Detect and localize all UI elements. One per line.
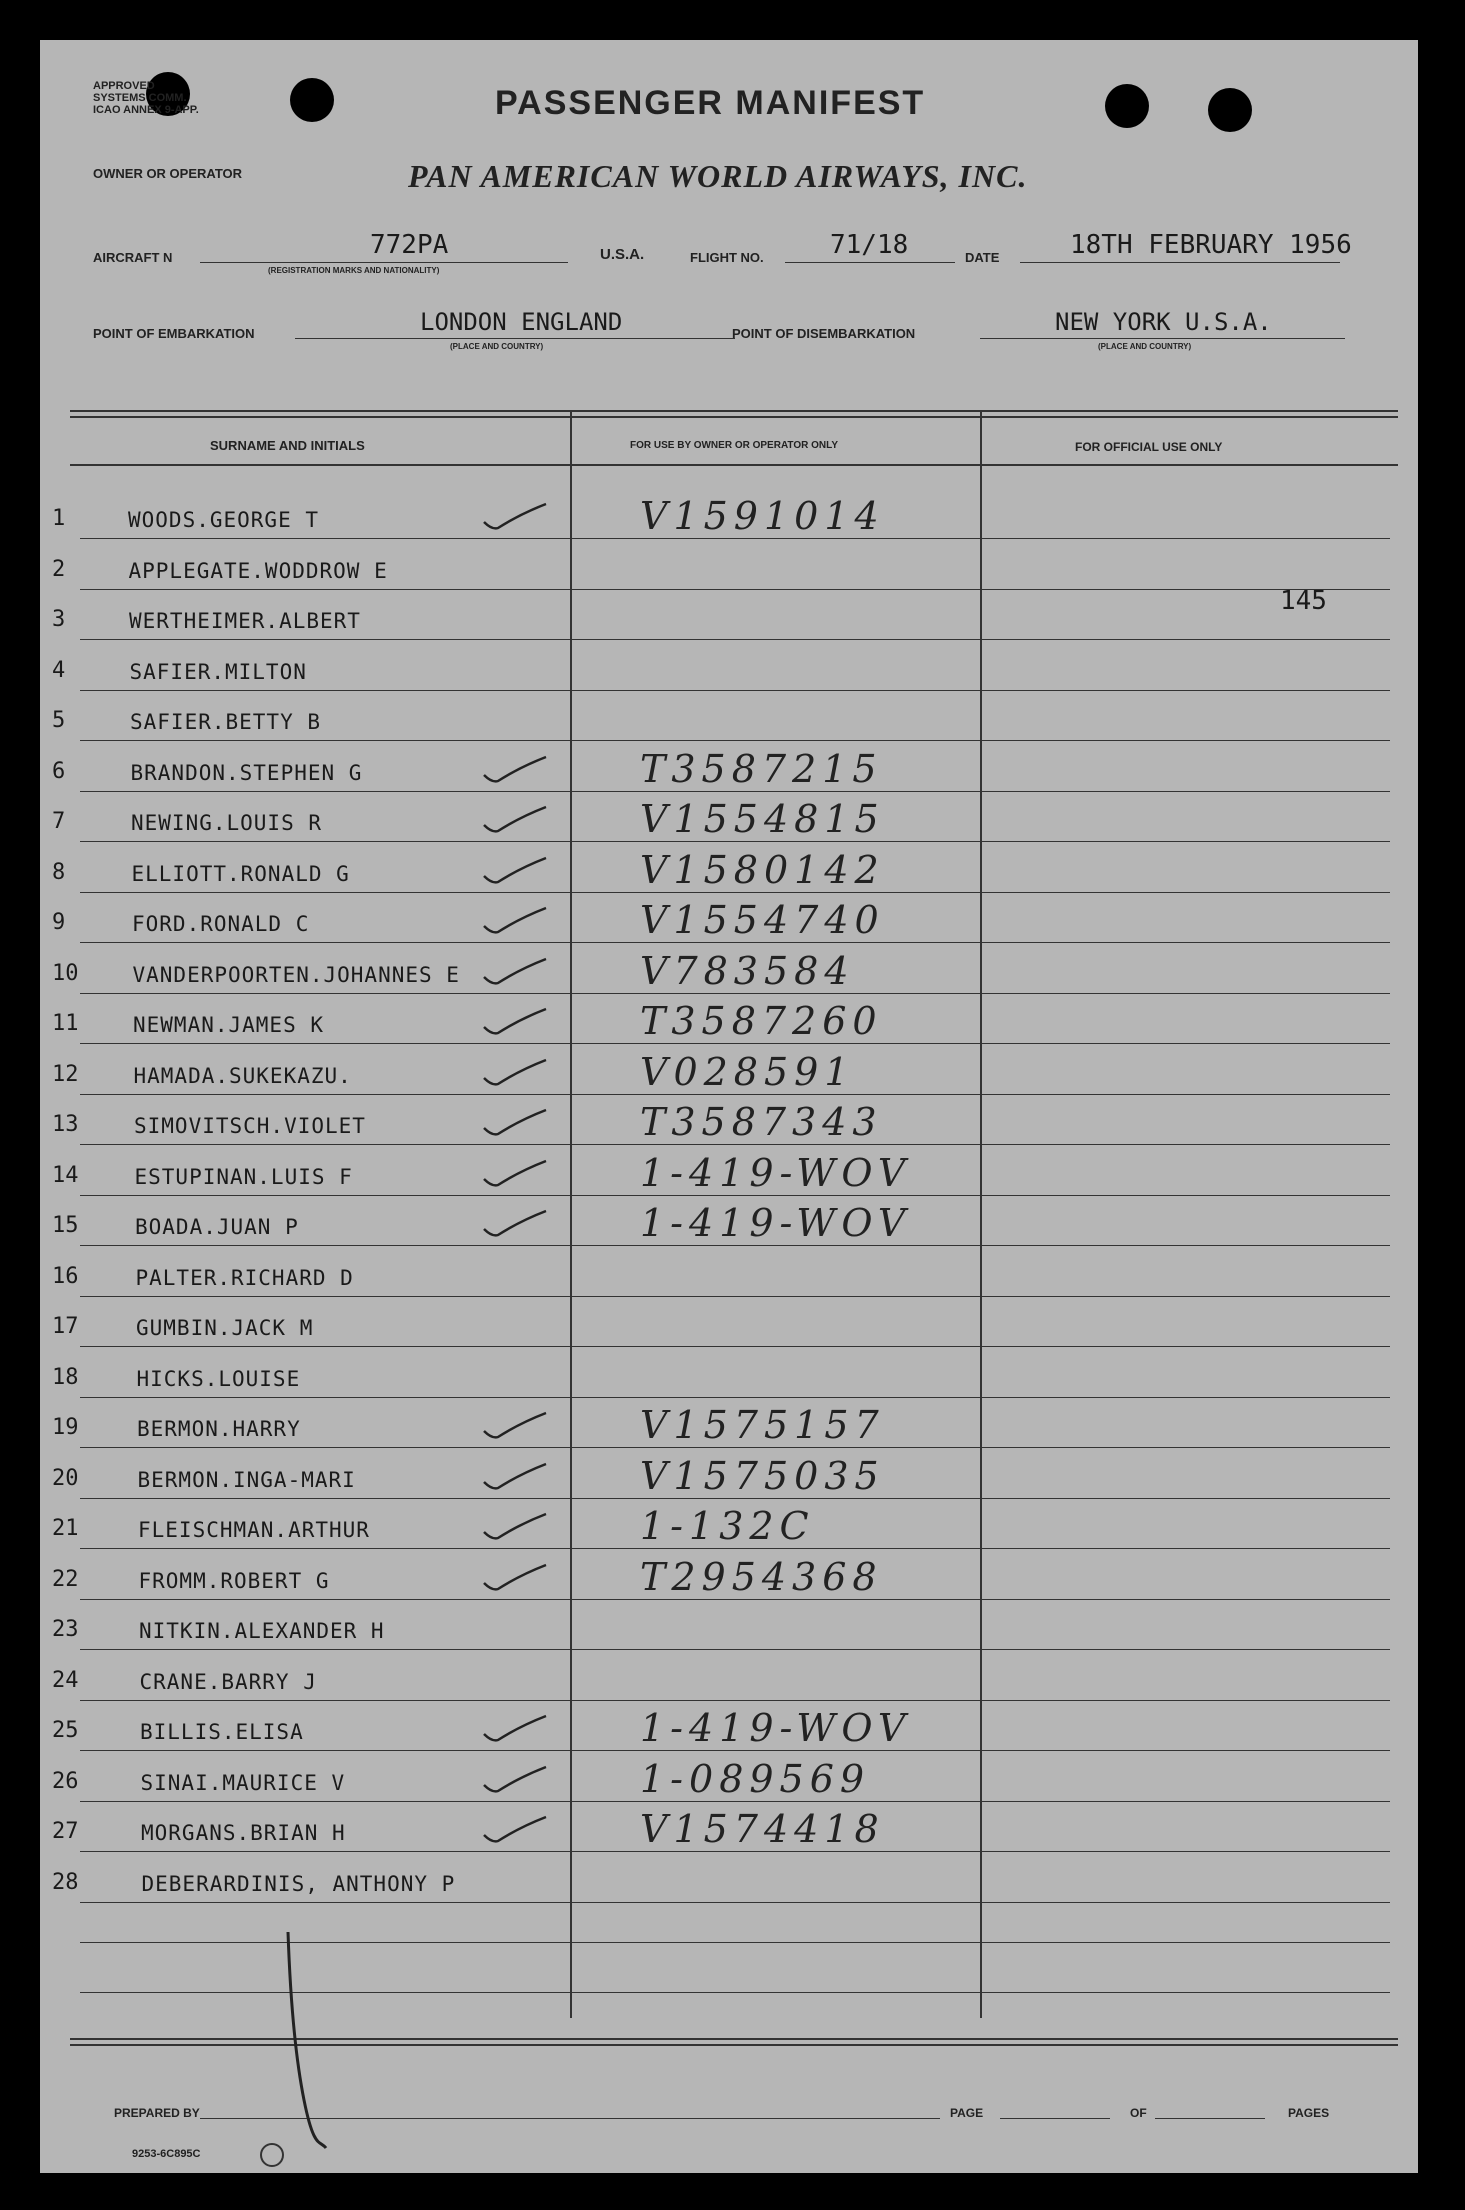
date-underline [1020,262,1340,263]
header-bottom-rule [70,464,1398,466]
form-code: 9253-6C895C [132,2148,201,2160]
flight-underline [785,262,955,263]
row-rule [80,1397,1390,1398]
row-number: 2 [52,556,66,582]
passenger-name: BRANDON.STEPHEN G [130,760,363,785]
row-rule [80,1498,1390,1499]
row-number: 12 [52,1061,79,1087]
row-number: 3 [52,607,66,632]
check-mark-icon [480,1763,550,1797]
table-bottom-rule [70,2044,1398,2046]
row-number: 11 [52,1011,79,1036]
owner-value: PAN AMERICAN WORLD AIRWAYS, INC. [408,158,1028,194]
row-number: 22 [52,1566,79,1592]
passenger-name: PALTER.RICHARD D [135,1265,354,1290]
column-header-official: FOR OFFICIAL USE ONLY [1075,440,1223,454]
passenger-name: CRANE.BARRY J [139,1669,317,1694]
check-mark-icon [480,1510,550,1544]
passenger-name: DEBERARDINIS, ANTHONY P [141,1871,456,1896]
registration-caption: (REGISTRATION MARKS AND NATIONALITY) [268,266,440,275]
row-number: 4 [52,657,66,683]
approval-line: ICAO ANNEX 9-APP. [93,104,199,116]
passenger-name: MORGANS.BRIAN H [141,1821,346,1845]
official-note: 145 [1280,586,1327,616]
manifest-sheet [40,40,1418,2173]
aircraft-underline [200,262,568,263]
row-rule [80,1346,1390,1347]
owner-label: OWNER OR OPERATOR [93,166,243,181]
passenger-name: WOODS.GEORGE T [128,508,320,532]
passenger-name: FORD.RONALD C [132,912,310,936]
check-mark-icon [480,1813,550,1847]
operator-reference: T3587215 [640,746,883,791]
row-rule [80,1245,1390,1246]
check-mark-icon [480,753,550,787]
row-rule [80,1195,1390,1196]
row-rule [80,1599,1390,1600]
check-mark-icon [480,803,550,837]
check-mark-icon [480,1005,550,1039]
row-rule [80,690,1390,691]
row-rule [80,538,1390,539]
embarkation-underline [295,338,735,339]
column-header-operator: FOR USE BY OWNER OR OPERATOR ONLY [630,440,838,451]
row-rule [80,1144,1390,1145]
passenger-name: NITKIN.ALEXANDER H [139,1619,385,1643]
passenger-name: SAFIER.BETTY B [130,710,322,734]
check-mark-icon [480,1207,550,1241]
approval-line: APPROVED [93,80,155,92]
row-number: 13 [52,1112,79,1137]
row-number: 1 [52,506,66,531]
passenger-name: FROMM.ROBERT G [138,1568,330,1593]
row-rule [80,791,1390,792]
check-mark-icon [480,1460,550,1494]
operator-reference: V1574418 [640,1807,885,1851]
check-mark-icon [480,500,550,534]
operator-reference: V1575157 [640,1403,885,1447]
row-number: 15 [52,1213,79,1238]
passenger-name: SIMOVITSCH.VIOLET [134,1114,366,1138]
row-rule [80,639,1390,640]
check-mark-icon [480,1157,550,1191]
disembarkation-underline [980,338,1345,339]
pages-label: PAGES [1288,2106,1330,2120]
row-number: 25 [52,1718,79,1743]
passenger-name: BERMON.HARRY [137,1417,301,1441]
operator-reference: T3587343 [640,1100,883,1144]
row-number: 27 [52,1819,79,1844]
row-number: 10 [52,960,79,986]
punch-hole [1208,88,1252,132]
punch-hole [1105,84,1149,128]
check-mark-icon [480,1106,550,1140]
operator-reference: 1-132C [640,1504,815,1548]
row-number: 16 [52,1263,79,1289]
operator-reference: T3587260 [640,999,883,1043]
passenger-name: HICKS.LOUISE [136,1366,301,1391]
row-rule [80,1750,1390,1751]
passenger-name: ELLIOTT.RONALD G [131,861,350,886]
row-number: 23 [52,1617,79,1642]
embarkation-label: POINT OF EMBARKATION [93,326,255,341]
row-rule [80,1548,1390,1549]
operator-reference: 1-089569 [640,1756,871,1801]
page-label: PAGE [950,2106,984,2120]
check-mark-icon [480,1056,550,1090]
usa-label: U.S.A. [600,246,645,263]
blank-line [80,1942,1390,1943]
flight-label: FLIGHT NO. [690,250,764,265]
row-number: 19 [52,1415,79,1440]
row-rule [80,1801,1390,1802]
check-mark-icon [480,955,550,989]
operator-reference: V1580142 [640,847,885,892]
operator-reference: T2954368 [640,1554,883,1599]
passenger-name: SINAI.MAURICE V [140,1770,346,1795]
table-bottom-rule [70,2038,1398,2040]
row-rule [80,740,1390,741]
row-number: 7 [52,809,66,834]
place-caption: (PLACE AND COUNTRY) [450,342,544,351]
check-mark-icon [480,1712,550,1746]
row-number: 17 [52,1314,79,1339]
operator-reference: V1554740 [640,898,885,942]
check-mark-icon [480,854,550,888]
operator-reference: V1591014 [640,494,885,538]
pen-stroke [280,1930,340,2150]
punch-hole [290,78,334,122]
passenger-name: ESTUPINAN.LUIS F [134,1164,353,1189]
of-underline [1155,2118,1265,2119]
table-top-rule [70,410,1398,412]
row-rule [80,1043,1390,1044]
passenger-name: APPLEGATE.WODDROW E [128,558,388,583]
row-rule [80,841,1390,842]
column-divider [980,412,982,2018]
row-number: 24 [52,1667,79,1693]
check-mark-icon [480,1561,550,1595]
row-number: 5 [52,708,66,733]
row-number: 8 [52,859,66,885]
row-rule [80,1700,1390,1701]
row-number: 14 [52,1162,79,1188]
row-number: 6 [52,758,66,784]
row-number: 28 [52,1869,79,1895]
passenger-name: VANDERPOORTEN.JOHANNES E [132,962,460,987]
disembarkation-value: NEW YORK U.S.A. [1055,308,1272,336]
operator-reference: 1-419-WOV [640,1150,912,1195]
passenger-name: BILLIS.ELISA [140,1720,304,1744]
of-label: OF [1130,2106,1147,2120]
row-rule [80,942,1390,943]
column-header-surname: SURNAME AND INITIALS [210,438,365,453]
operator-reference: V1554815 [640,797,885,841]
prepared-label: PREPARED BY [114,2106,200,2120]
date-value: 18TH FEBRUARY 1956 [1070,230,1352,260]
passenger-name: BOADA.JUAN P [135,1215,299,1239]
passenger-name: HAMADA.SUKEKAZU. [133,1063,352,1088]
passenger-name: NEWING.LOUIS R [131,811,323,835]
flight-value: 71/18 [830,230,909,260]
blank-line [80,1992,1390,1993]
passenger-name: SAFIER.MILTON [129,659,307,684]
row-rule [80,589,1390,590]
row-rule [80,892,1390,893]
row-number: 9 [52,910,66,935]
passenger-name: NEWMAN.JAMES K [133,1013,325,1037]
row-rule [80,1851,1390,1852]
row-rule [80,1296,1390,1297]
embarkation-value: LONDON ENGLAND [420,308,623,336]
column-divider [570,412,572,2018]
row-rule [80,1902,1390,1903]
row-number: 21 [52,1516,79,1541]
passenger-name: BERMON.INGA-MARI [137,1467,356,1492]
aircraft-label: AIRCRAFT N [93,250,173,265]
page-title: PASSENGER MANIFEST [495,84,926,122]
check-mark-icon [480,1409,550,1443]
row-number: 18 [52,1364,79,1390]
operator-reference: 1-419-WOV [640,1706,912,1750]
operator-reference: V028591 [640,1049,855,1094]
approval-line: SYSTEMS COMM. [93,92,187,104]
passenger-name: FLEISCHMAN.ARTHUR [138,1518,370,1542]
row-rule [80,1447,1390,1448]
passenger-name: GUMBIN.JACK M [136,1316,314,1340]
table-top-rule [70,416,1398,418]
date-label: DATE [965,250,1000,265]
check-mark-icon [480,904,550,938]
row-number: 20 [52,1465,79,1491]
passenger-name: WERTHEIMER.ALBERT [129,609,361,633]
aircraft-value: 772PA [370,230,449,260]
operator-reference: V1575035 [640,1453,885,1498]
operator-reference: 1-419-WOV [640,1201,912,1245]
operator-reference: V783584 [640,948,855,993]
disembarkation-label: POINT OF DISEMBARKATION [732,326,916,341]
page-underline [1000,2118,1110,2119]
row-number: 26 [52,1768,79,1794]
place-caption: (PLACE AND COUNTRY) [1098,342,1192,351]
row-rule [80,993,1390,994]
row-rule [80,1649,1390,1650]
row-rule [80,1094,1390,1095]
